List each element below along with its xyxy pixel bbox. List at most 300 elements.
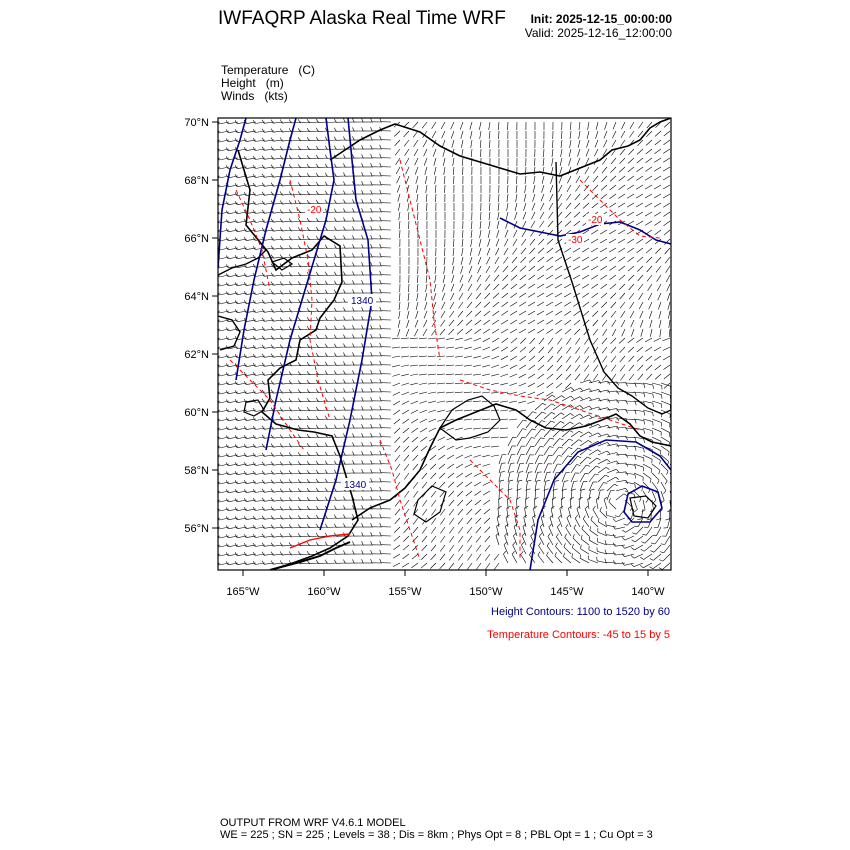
wind-barb xyxy=(327,176,337,177)
wind-barb-flag xyxy=(575,515,578,518)
wind-barb xyxy=(566,203,571,209)
wind-barb-flag xyxy=(543,403,547,405)
wind-barb-flag xyxy=(208,319,210,322)
wind-barb xyxy=(553,447,559,455)
wind-barb-flag xyxy=(545,489,549,490)
wind-barb xyxy=(662,563,670,570)
wind-barb-flag xyxy=(244,228,246,232)
wind-barb xyxy=(589,458,597,464)
wind-barb xyxy=(408,203,409,211)
wind-barb xyxy=(476,536,481,542)
wind-barb xyxy=(453,239,454,247)
wind-barb xyxy=(629,374,634,380)
wind-barb-flag xyxy=(380,235,381,239)
wind-barb-flag xyxy=(271,246,273,250)
wind-barb xyxy=(566,528,571,537)
wind-barb xyxy=(401,374,409,376)
wind-barb xyxy=(582,257,589,261)
wind-barb xyxy=(655,131,661,136)
wind-barb-flag xyxy=(547,543,549,546)
wind-barb xyxy=(525,176,526,184)
wind-barb xyxy=(473,383,481,384)
wind-barb xyxy=(327,320,337,321)
wind-barb xyxy=(654,176,661,180)
wind-barb xyxy=(406,176,409,184)
wind-barb-flag xyxy=(540,524,543,527)
wind-barb xyxy=(611,158,616,164)
wind-barb xyxy=(557,365,562,371)
wind-barb xyxy=(440,329,445,335)
wind-barb xyxy=(664,122,670,127)
lon-tick-label: 165°W xyxy=(226,586,260,598)
wind-barb-flag xyxy=(593,506,596,509)
wind-barb xyxy=(508,455,511,464)
wind-barb-flag xyxy=(578,448,582,450)
wind-barb xyxy=(484,311,490,316)
wind-barb xyxy=(543,167,544,175)
wind-barb-flag xyxy=(644,448,645,452)
wind-barb xyxy=(457,482,463,487)
wind-barb xyxy=(538,239,544,245)
wind-barb xyxy=(512,248,517,255)
wind-barb xyxy=(579,499,580,509)
wind-barb-flag xyxy=(253,444,255,448)
wind-barb xyxy=(553,464,557,473)
wind-barb xyxy=(568,508,571,518)
wind-barb-flag xyxy=(556,543,558,547)
wind-barb xyxy=(510,302,517,306)
wind-barb xyxy=(482,374,490,376)
wind-barb-flag xyxy=(208,508,210,511)
wind-barb xyxy=(540,203,544,210)
wind-barb xyxy=(473,374,481,375)
wind-barb-flag xyxy=(362,379,363,383)
wind-barb-flag xyxy=(508,489,512,490)
wind-barb xyxy=(561,499,562,509)
wind-barb-flag xyxy=(371,361,372,365)
wind-barb-flag xyxy=(344,416,346,420)
wind-barb-flag xyxy=(604,497,607,499)
wind-barb xyxy=(585,167,589,174)
wind-barb-flag xyxy=(559,447,563,448)
wind-barb-flag xyxy=(271,435,273,439)
wind-barb-flag xyxy=(253,561,255,565)
wind-barb xyxy=(645,176,652,180)
wind-barb-flag xyxy=(253,300,255,304)
wind-barb-flag xyxy=(271,471,273,475)
wind-barb xyxy=(466,500,472,506)
wind-barb xyxy=(657,275,661,282)
wind-barb xyxy=(600,230,607,234)
wind-barb-flag xyxy=(253,309,255,313)
wind-barb-flag xyxy=(380,199,381,203)
wind-barb xyxy=(611,311,616,317)
wind-barb xyxy=(327,518,337,519)
wind-barb-flag xyxy=(371,460,372,464)
wind-barb-flag xyxy=(371,496,372,500)
wind-barb-flag xyxy=(635,392,636,396)
wind-barb xyxy=(668,302,670,310)
wind-barb-flag xyxy=(667,471,669,475)
wind-barb xyxy=(468,284,472,291)
wind-barb-flag xyxy=(580,397,583,400)
wind-barb xyxy=(429,428,436,432)
wind-barb-flag xyxy=(244,444,246,448)
wind-barb xyxy=(533,185,535,193)
wind-barb xyxy=(520,275,526,280)
wind-barb-flag xyxy=(362,415,363,419)
wind-barb xyxy=(598,459,607,464)
wind-barb xyxy=(464,338,472,341)
lon-tick-label: 160°W xyxy=(307,586,341,598)
wind-barb xyxy=(620,365,625,371)
wind-barb-flag xyxy=(362,199,363,203)
wind-barb-flag xyxy=(371,478,372,482)
wind-barb-flag xyxy=(244,282,246,286)
wind-barb xyxy=(458,302,463,309)
wind-barb xyxy=(483,500,490,505)
wind-barb xyxy=(402,410,409,414)
wind-barb xyxy=(611,338,617,344)
wind-barb xyxy=(410,383,418,385)
wind-barb xyxy=(452,140,454,148)
wind-barb-flag xyxy=(271,525,273,529)
wind-barb xyxy=(535,455,539,464)
wind-barb-flag xyxy=(344,560,346,564)
wind-barb-flag xyxy=(253,210,255,214)
wind-barb xyxy=(583,302,589,307)
wind-barb xyxy=(449,500,454,506)
wind-barb-flag xyxy=(253,264,255,268)
wind-barb xyxy=(438,455,445,460)
wind-barb xyxy=(423,140,427,147)
wind-barb xyxy=(419,392,427,394)
wind-barb xyxy=(607,477,616,482)
wind-barb-flag xyxy=(533,412,537,414)
wind-barb-flag xyxy=(569,447,573,448)
wind-barb xyxy=(467,554,472,561)
wind-barb xyxy=(567,185,571,192)
wind-barb xyxy=(574,203,580,209)
wind-barb-flag xyxy=(631,548,634,551)
wind-barb xyxy=(582,248,589,252)
lon-tick-label: 155°W xyxy=(388,586,422,598)
wind-barb xyxy=(609,239,616,243)
wind-barb xyxy=(575,185,580,192)
wind-barb xyxy=(412,437,418,442)
wind-barb xyxy=(526,438,531,447)
wind-barb xyxy=(637,356,643,361)
wind-barb xyxy=(404,500,409,507)
wind-barb-flag xyxy=(244,498,246,502)
wind-barb-flag xyxy=(353,217,355,221)
wind-barb-flag xyxy=(344,407,346,411)
wind-barb-flag xyxy=(262,525,264,529)
wind-barb-flag xyxy=(380,289,381,293)
wind-barb xyxy=(656,257,661,263)
wind-barb-flag xyxy=(362,307,363,311)
wind-barb-flag xyxy=(380,145,381,149)
wind-barb xyxy=(399,212,400,220)
wind-barb xyxy=(593,176,598,182)
wind-barb-flag xyxy=(585,506,588,509)
wind-barb xyxy=(611,365,616,372)
wind-barb xyxy=(471,149,472,157)
wind-barb-flag xyxy=(362,181,363,185)
wind-barb-flag xyxy=(380,451,381,455)
wind-barb xyxy=(528,329,535,333)
wind-barb xyxy=(506,212,508,220)
wind-barb xyxy=(602,320,607,326)
wind-barb-flag xyxy=(362,433,363,437)
wind-barb xyxy=(393,563,400,567)
wind-barb xyxy=(403,437,409,443)
wind-barb xyxy=(583,194,589,200)
wind-barb xyxy=(593,509,598,518)
wind-barb-flag xyxy=(262,345,264,349)
wind-barb-flag xyxy=(253,525,255,529)
wind-barb xyxy=(413,455,419,461)
wind-barb xyxy=(627,203,634,207)
wind-barb-flag xyxy=(380,154,381,158)
wind-barb xyxy=(491,437,499,438)
wind-barb-flag xyxy=(244,363,246,367)
wind-barb xyxy=(627,248,634,253)
wind-barb xyxy=(631,329,634,337)
wind-barb-flag xyxy=(353,370,355,374)
wind-barb xyxy=(490,140,491,148)
wind-barb xyxy=(655,140,661,145)
wind-barb xyxy=(417,203,418,211)
wind-barb xyxy=(477,275,481,282)
wind-barb xyxy=(645,203,652,207)
wind-barb-flag xyxy=(371,226,372,230)
wind-barb xyxy=(507,203,508,211)
wind-barb-flag xyxy=(556,534,558,537)
wind-barb xyxy=(537,392,544,396)
wind-barb-flag xyxy=(253,507,255,511)
wind-barb xyxy=(496,239,499,246)
wind-barb-flag xyxy=(362,370,363,374)
wind-barb-flag xyxy=(262,498,264,502)
wind-barb-flag xyxy=(634,526,638,527)
wind-barb-flag xyxy=(208,130,210,133)
wind-barb xyxy=(546,392,553,396)
wind-barb-flag xyxy=(564,543,566,547)
wind-barb xyxy=(473,446,481,448)
wind-barb-flag xyxy=(581,535,582,539)
wind-barb xyxy=(402,419,409,424)
wind-barb-flag xyxy=(653,394,654,398)
wind-barb xyxy=(401,365,409,367)
wind-barb xyxy=(663,212,670,217)
wind-barb xyxy=(602,338,607,344)
wind-barb xyxy=(394,536,400,541)
wind-barb xyxy=(637,167,644,172)
wind-barb-flag xyxy=(262,174,264,178)
wind-barb xyxy=(421,554,427,560)
wind-barb xyxy=(431,527,436,534)
wind-barb xyxy=(403,554,410,559)
wind-barb-flag xyxy=(208,400,210,403)
wind-barb xyxy=(618,212,625,216)
wind-barb xyxy=(655,230,661,235)
wind-barb xyxy=(422,536,427,542)
wind-barb-flag xyxy=(334,209,336,213)
wind-barb-flag xyxy=(362,226,363,230)
wind-barb xyxy=(528,374,535,378)
wind-barb-flag xyxy=(551,430,555,432)
wind-barb xyxy=(610,284,616,289)
temp-label: -20 xyxy=(588,215,603,226)
wind-barb-flag xyxy=(656,519,660,520)
wind-barb xyxy=(636,203,643,207)
wind-barb xyxy=(593,320,598,326)
wind-barb xyxy=(519,320,526,324)
wind-barb-flag xyxy=(371,163,372,167)
valid-time: Valid: 2025-12-16_12:00:00 xyxy=(524,26,672,40)
wind-barb xyxy=(403,536,409,542)
wind-barb xyxy=(455,356,463,357)
wind-barb xyxy=(645,167,652,171)
wind-barb-flag xyxy=(262,354,264,358)
wind-barb xyxy=(440,482,446,488)
wind-barb xyxy=(565,221,571,226)
wind-barb xyxy=(501,329,508,333)
wind-barb xyxy=(659,311,661,319)
wind-barb xyxy=(528,284,535,288)
wind-barb xyxy=(475,302,481,308)
wind-barb xyxy=(499,472,501,482)
wind-barb-flag xyxy=(253,174,255,178)
wind-barb xyxy=(482,383,490,384)
wind-barb xyxy=(449,545,454,552)
wind-barb-flag xyxy=(626,463,628,467)
wind-barb xyxy=(538,365,544,370)
wind-barb xyxy=(484,320,491,325)
wind-barb xyxy=(517,472,519,482)
wind-barb-flag xyxy=(380,361,381,365)
wind-barb xyxy=(547,383,553,388)
wind-barb-flag xyxy=(262,183,264,187)
wind-barb xyxy=(661,401,670,405)
wind-barb-flag xyxy=(271,381,273,385)
wind-barb-flag xyxy=(362,550,363,554)
wind-barb xyxy=(459,284,463,291)
wind-barb-flag xyxy=(253,372,255,376)
wind-barb xyxy=(538,374,544,379)
wind-barb xyxy=(533,194,536,202)
wind-barb-flag xyxy=(635,484,636,488)
wind-barb-flag xyxy=(353,532,355,536)
wind-barb-flag xyxy=(371,172,372,176)
wind-barb xyxy=(589,466,596,473)
wind-barb xyxy=(565,212,571,218)
wind-barb xyxy=(654,221,661,226)
wind-barb-flag xyxy=(271,156,273,160)
wind-barb xyxy=(507,185,508,193)
wind-barb xyxy=(524,194,526,202)
wind-barb-flag xyxy=(344,218,346,222)
wind-barb-flag xyxy=(500,480,504,481)
wind-barb xyxy=(458,500,464,506)
wind-barb xyxy=(643,383,653,385)
wind-barb-flag xyxy=(344,362,346,366)
wind-barb xyxy=(423,320,427,327)
wind-barb xyxy=(652,383,662,386)
wind-barb-flag xyxy=(653,403,654,407)
wind-barb-flag xyxy=(244,255,246,259)
wind-barb xyxy=(327,392,337,393)
wind-barb-flag xyxy=(334,452,336,456)
wind-barb xyxy=(410,338,418,339)
wind-barb-flag xyxy=(253,138,255,142)
lon-tick-label: 140°W xyxy=(631,586,665,598)
wind-barb-flag xyxy=(208,157,210,160)
wind-barb xyxy=(559,176,562,183)
wind-barb-flag xyxy=(353,208,355,212)
wind-barb xyxy=(479,239,481,247)
wind-barb xyxy=(637,149,643,154)
wind-barb-flag xyxy=(671,491,674,494)
wind-barb-flag xyxy=(353,253,355,257)
wind-barb-flag xyxy=(353,541,355,545)
wind-barb xyxy=(401,347,409,348)
wind-barb xyxy=(491,446,499,447)
wind-barb xyxy=(537,284,544,288)
wind-barb-flag xyxy=(558,456,562,457)
wind-barb-flag xyxy=(362,343,363,347)
wind-barb xyxy=(643,455,652,459)
wind-barb xyxy=(442,131,445,138)
wind-barb xyxy=(566,374,571,380)
wind-barb xyxy=(431,473,437,479)
wind-barb xyxy=(489,221,490,229)
wind-barb-flag xyxy=(640,565,643,568)
wind-barb xyxy=(392,356,400,358)
wind-barb xyxy=(625,536,634,540)
wind-barb xyxy=(412,446,418,452)
wind-barb xyxy=(537,329,544,333)
wind-barb-flag xyxy=(334,488,336,492)
wind-barb xyxy=(593,329,598,335)
wind-barb xyxy=(526,455,530,464)
wind-barb xyxy=(654,203,661,207)
wind-barb-flag xyxy=(271,309,273,313)
wind-barb xyxy=(428,410,436,412)
wind-barb-flag xyxy=(504,542,507,545)
wind-barb xyxy=(456,446,463,449)
wind-barb-flag xyxy=(253,192,255,196)
wind-barb xyxy=(483,329,490,333)
wind-barb-flag xyxy=(380,226,381,230)
wind-barb xyxy=(431,509,436,516)
wind-barb xyxy=(487,248,490,255)
wind-barb xyxy=(658,302,661,310)
wind-barb xyxy=(654,545,661,552)
wind-barb xyxy=(435,185,436,193)
wind-barb xyxy=(661,473,667,481)
wind-barb xyxy=(398,203,400,211)
wind-barb xyxy=(398,320,400,328)
wind-barb xyxy=(497,230,500,238)
wind-barb-flag xyxy=(678,424,679,428)
wind-barb xyxy=(430,464,436,470)
wind-barb xyxy=(663,554,670,561)
wind-barb xyxy=(531,221,535,228)
wind-barb xyxy=(621,122,625,129)
wind-barb-flag xyxy=(244,201,246,205)
